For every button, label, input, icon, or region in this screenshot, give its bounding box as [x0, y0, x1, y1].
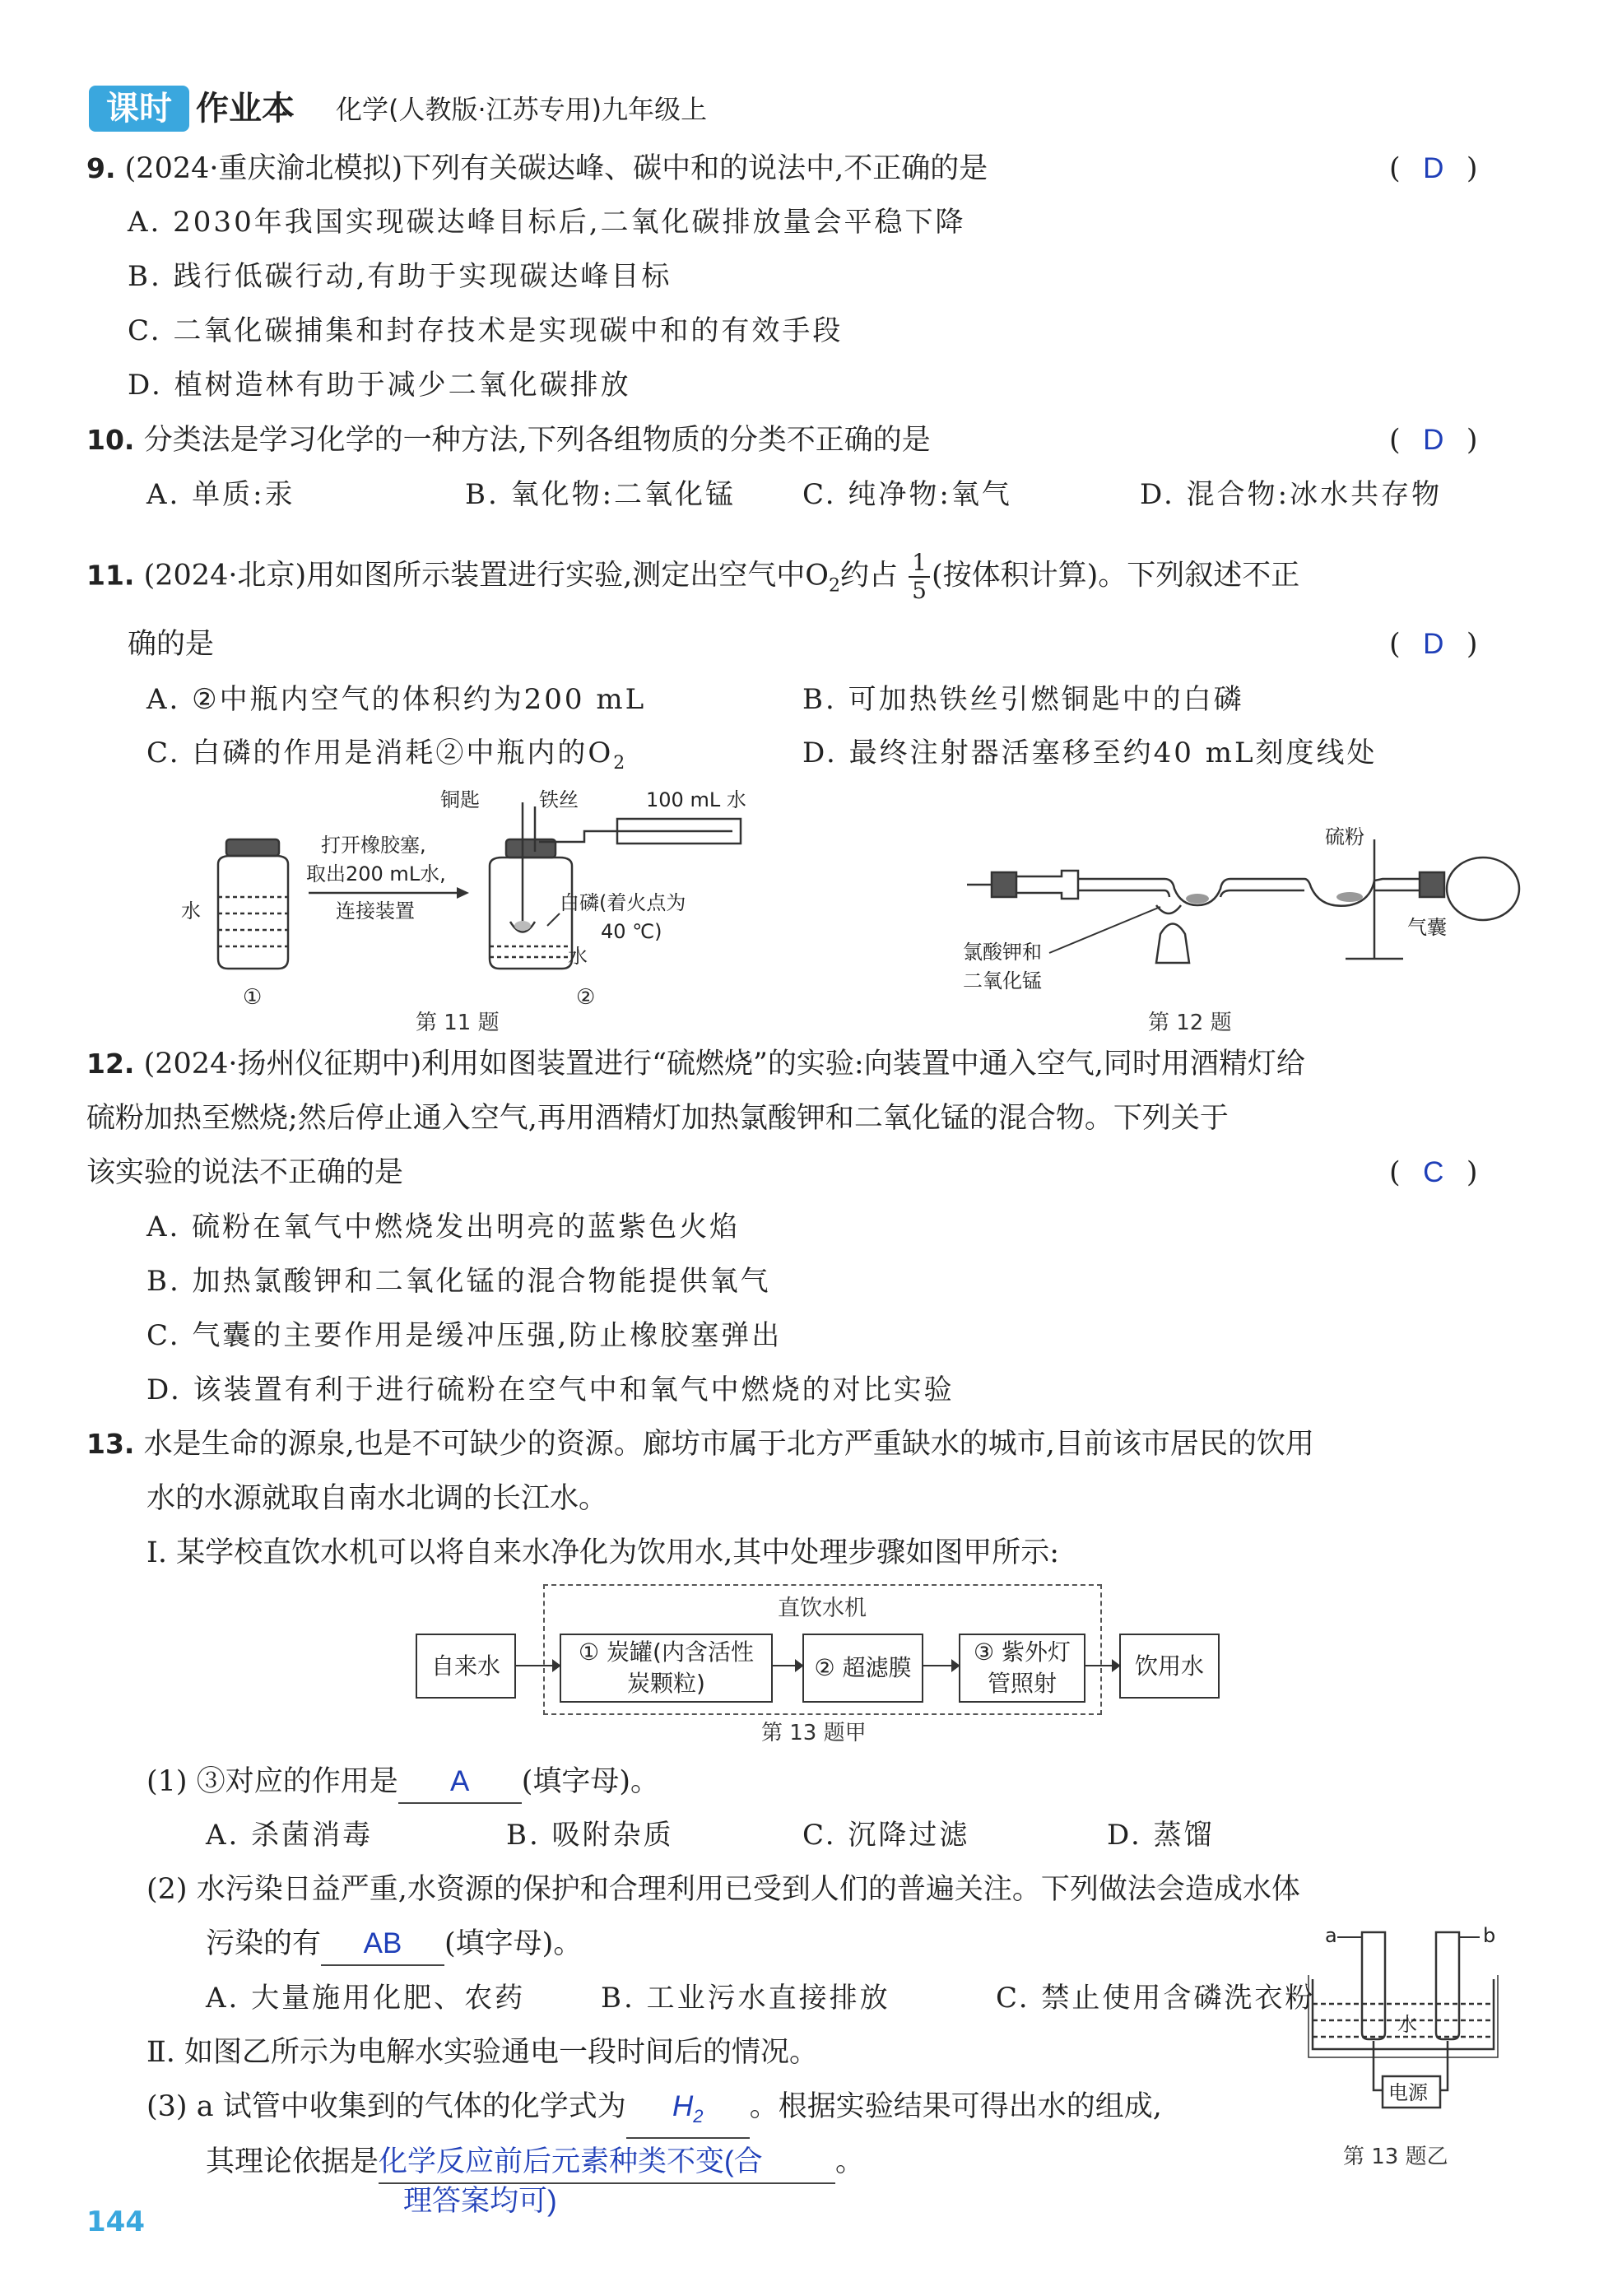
fig13b-b-label: b — [1483, 1924, 1496, 1947]
q13-part2: Ⅱ. 如图乙所示为电解水实验通电一段时间后的情况。 — [146, 2036, 819, 2069]
q13-sub2-answer: AB — [321, 1923, 444, 1966]
q11-fraction — [909, 550, 930, 604]
fig12-sulfur-label: 硫粉 — [1325, 825, 1364, 848]
q13-sub2-line1: (2) 水污染日益严重,水资源的保护和合理利用已受到人们的普遍关注。下列做法会造成水体 — [146, 1873, 1300, 1906]
q11-frac-num: 1 — [909, 550, 930, 578]
q9-stem — [86, 148, 988, 189]
flow-caption: 第 13 题甲 — [761, 1721, 867, 1745]
white-phosphorus — [514, 921, 531, 931]
q13-sub2-option-a: A. 大量施用化肥、农药 — [206, 1982, 526, 2015]
q10-stem — [86, 420, 931, 461]
page-number: 144 — [86, 2205, 145, 2238]
q11-text-c: (按体积计算)。下列叙述不正 — [931, 559, 1300, 593]
q13-sub3-answer2b: 理答案均可) — [403, 2185, 557, 2217]
q13-sub2-pre: 污染的有 — [206, 1927, 322, 1960]
flow-step1-line2: 炭颗粒) — [627, 1670, 705, 1697]
q11-option-c — [146, 732, 627, 784]
fig13b-water-label: 水 — [1397, 2013, 1417, 2036]
fig11-caption: 第 11 题 — [416, 1011, 500, 1035]
q11-option-c-sub: 2 — [613, 752, 628, 774]
q9-answer: D — [1423, 152, 1444, 184]
flow-arrows — [510, 1654, 1127, 1679]
fig12-sulfur-pile — [1336, 892, 1363, 902]
q11-sub: 2 — [828, 575, 840, 597]
header-subject: 化学(人教版·江苏专用)九年级上 — [336, 94, 708, 125]
flow-title: 直饮水机 — [778, 1596, 867, 1621]
q13-sub1-option-d: D. 蒸馏 — [1107, 1819, 1215, 1852]
flow-output-box: 饮用水 — [1119, 1634, 1220, 1699]
q12-option-c: C. 气囊的主要作用是缓冲压强,防止橡胶塞弹出 — [146, 1319, 783, 1352]
q12-line2: 硫粉加热至燃烧;然后停止通入空气,再用酒精灯加热氯酸钾和二氧化锰的混合物。下列关于 — [86, 1102, 1229, 1135]
q10-option-c: C. 纯净物:氧气 — [802, 478, 1012, 511]
q13-number: 13. — [86, 1428, 135, 1460]
fig12-gas-bag — [1444, 852, 1522, 926]
figure-12 — [959, 815, 1469, 1004]
q12-answer-paren: ( C ) — [1389, 1152, 1478, 1193]
q13-sub1-option-a: A. 杀菌消毒 — [206, 1819, 374, 1852]
fig12-pointer — [1049, 907, 1160, 953]
fig11-copper-label: 铜匙 — [440, 788, 480, 811]
header-logo: 课时 — [89, 86, 189, 132]
q13-sub1-pre: (1) ③对应的作用是 — [146, 1765, 398, 1798]
q13-sub3-line2 — [206, 2141, 864, 2184]
q11-frac-den: 5 — [912, 577, 927, 604]
fig12-caption: 第 12 题 — [1148, 1011, 1232, 1035]
q11-option-c-text: C. 白磷的作用是消耗②中瓶内的O — [146, 737, 614, 769]
fig11-circle1: ① — [243, 985, 263, 1010]
q9-text: (2024·重庆渝北模拟)下列有关碳达峰、碳中和的说法中,不正确的是 — [124, 152, 988, 185]
q9-option-a: A. 2030年我国实现碳达峰目标后,二氧化碳排放量会平稳下降 — [128, 206, 966, 239]
q13-sub3-answer-h: H — [672, 2090, 694, 2122]
q13-sub2-option-c: C. 禁止使用含磷洗衣粉 — [996, 1982, 1316, 2015]
q13-sub3-answer-sub: 2 — [693, 2106, 704, 2126]
q12-option-a: A. 硫粉在氧气中燃烧发出明亮的蓝紫色火焰 — [146, 1211, 741, 1243]
fig13b-a-label: a — [1325, 1924, 1337, 1947]
q10-option-a: A. 单质:汞 — [146, 478, 295, 511]
fig11-circle2: ② — [576, 985, 596, 1010]
q13-sub1-answer: A — [398, 1761, 522, 1804]
fig11-step3: 连接装置 — [336, 899, 415, 923]
q13-sub1-post: (填字母)。 — [521, 1765, 660, 1798]
q12-option-d: D. 该装置有利于进行硫粉在空气中和氧气中燃烧的对比实验 — [146, 1373, 955, 1406]
fig11-syringe-label: 100 mL 水 — [646, 788, 746, 811]
q10-text: 分类法是学习化学的一种方法,下列各组物质的分类不正确的是 — [143, 424, 931, 457]
q12-answer: C — [1423, 1156, 1444, 1188]
q13-sub1-option-b: B. 吸附杂质 — [506, 1819, 674, 1852]
fig11-step2: 取出200 mL水, — [306, 862, 446, 885]
q11-stem-line2: 确的是 — [128, 628, 215, 661]
q13-line1 — [86, 1424, 1314, 1465]
q11-answer-paren: ( D ) — [1389, 624, 1478, 665]
fig11-phos-label: 白磷(着火点为 — [560, 891, 686, 914]
q13-sub1 — [146, 1761, 659, 1804]
q13-text1: 水是生命的源泉,也是不可缺少的资源。廊坊市属于北方严重缺水的城市,目前该市居民的饮用 — [143, 1428, 1314, 1461]
q11-answer: D — [1423, 628, 1444, 660]
fig11-water2-label: 水 — [568, 945, 588, 968]
q12-line3: 该实验的说法不正确的是 — [86, 1156, 404, 1189]
figure-13b — [1300, 1917, 1522, 2131]
flow-source-box: 自来水 — [416, 1634, 516, 1699]
q9-option-b: B. 践行低碳行动,有助于实现碳达峰目标 — [128, 260, 672, 293]
q11-text-a: (2024·北京)用如图所示装置进行实验,测定出空气中O — [143, 559, 829, 593]
header — [89, 81, 1076, 138]
q11-number: 11. — [86, 559, 135, 592]
bottle-2 — [490, 802, 741, 969]
q13-sub3-line1 — [146, 2086, 1162, 2139]
q13-sub3-line2-pre: 其理论依据是 — [206, 2145, 379, 2178]
q13-sub3-post: 。根据实验结果可得出水的组成, — [749, 2090, 1162, 2123]
q9-number: 9. — [86, 152, 116, 184]
fig13b-caption: 第 13 题乙 — [1343, 2145, 1448, 2169]
q11-option-d: D. 最终注射器活塞移至约40 mL刻度线处 — [802, 737, 1378, 769]
q9-option-d: D. 植树造林有助于减少二氧化碳排放 — [128, 369, 631, 402]
fig13b-power-label: 电源 — [1388, 2081, 1428, 2104]
flow-step1-line1: ① 炭罐(内含活性 — [579, 1638, 754, 1666]
fig11-arrowhead — [457, 887, 469, 899]
q13-sub3-line2-post: 。 — [835, 2145, 865, 2178]
fig11-water1-label: 水 — [181, 899, 201, 923]
header-brand: 作业本 — [196, 90, 295, 128]
q13-sub3-answer — [626, 2086, 750, 2139]
q11-stem — [86, 550, 1299, 607]
figure-11 — [173, 786, 749, 1033]
fig11-step1: 打开橡胶塞, — [321, 834, 426, 857]
fig11-phos-label2: 40 ℃) — [601, 920, 662, 943]
q10-option-b: B. 氧化物:二氧化锰 — [465, 478, 737, 511]
q13-sub3-answer2a: 化学反应前后元素种类不变(合 — [379, 2141, 835, 2184]
fig11-phos-pointer — [547, 913, 560, 926]
q9-option-c: C. 二氧化碳捕集和封存技术是实现碳中和的有效手段 — [128, 314, 844, 347]
q13-sub3-pre: (3) a 试管中收集到的气体的化学式为 — [146, 2090, 626, 2123]
q9-answer-paren: ( D ) — [1389, 148, 1478, 189]
q13-part1: Ⅰ. 某学校直饮水机可以将自来水净化为饮用水,其中处理步骤如图甲所示: — [146, 1536, 1059, 1569]
q11-text-b: 约占 — [839, 559, 898, 593]
fig11-wire-label: 铁丝 — [539, 788, 579, 811]
flow-step2-box: ② 超滤膜 — [802, 1634, 923, 1703]
q10-option-d: D. 混合物:冰水共存物 — [1140, 478, 1443, 511]
q12-option-b: B. 加热氯酸钾和二氧化锰的混合物能提供氧气 — [146, 1265, 771, 1298]
flow-step3-line1: ③ 紫外灯 — [973, 1638, 1071, 1666]
q13-line2: 水的水源就取自南水北调的长江水。 — [146, 1482, 608, 1515]
q11-option-b: B. 可加热铁丝引燃铜匙中的白磷 — [802, 683, 1244, 716]
bottle-1 — [218, 839, 288, 969]
q13-sub2-post: (填字母)。 — [444, 1927, 583, 1960]
q12-line1 — [86, 1043, 1305, 1085]
flow-step3-line2: 管照射 — [987, 1670, 1057, 1697]
fig12-kclo3-pile — [1186, 894, 1209, 904]
q10-answer: D — [1423, 424, 1444, 456]
q10-answer-paren: ( D ) — [1389, 420, 1478, 461]
fig12-kclo3-label-a: 氯酸钾和 — [963, 941, 1042, 964]
q13-sub2-option-b: B. 工业污水直接排放 — [601, 1982, 890, 2015]
q12-text1: (2024·扬州仪征期中)利用如图装置进行“硫燃烧”的实验:向装置中通入空气,同时用酒精灯给 — [143, 1048, 1305, 1081]
q11-option-a: A. ②中瓶内空气的体积约为200 mL — [146, 683, 647, 716]
q10-number: 10. — [86, 424, 135, 456]
fig12-kclo3-label-b: 二氧化锰 — [963, 969, 1042, 992]
q12-number: 12. — [86, 1048, 135, 1080]
fig12-bag-label: 气囊 — [1407, 916, 1447, 939]
q13-sub1-option-c: C. 沉降过滤 — [802, 1819, 970, 1852]
q13-sub2-line2 — [206, 1923, 582, 1966]
